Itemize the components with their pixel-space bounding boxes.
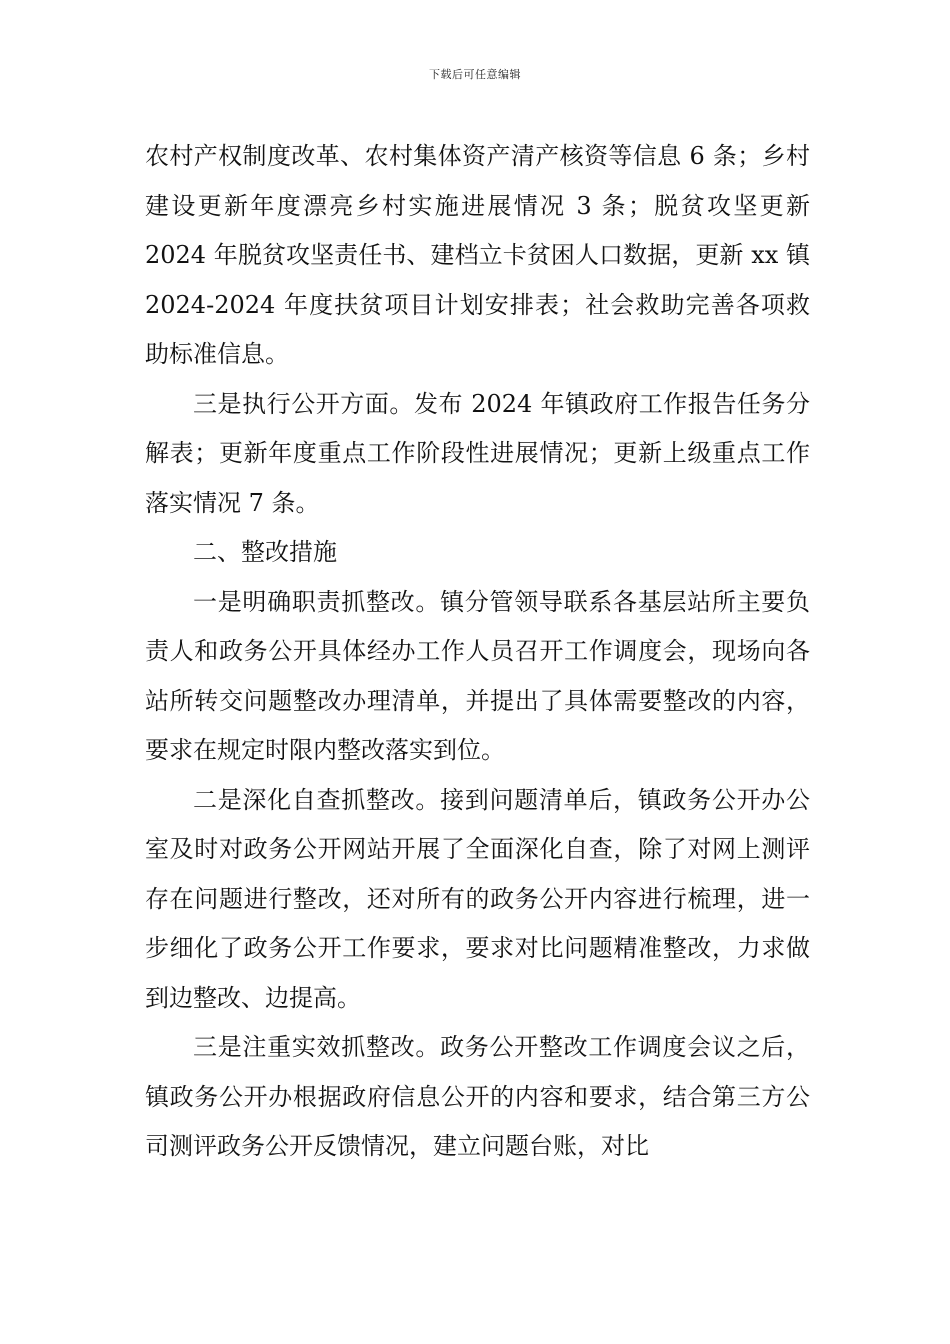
section-heading-rectification-measures: 二、整改措施 <box>193 538 337 566</box>
paragraph-deepen-self-inspection: 二是深化自查抓整改。接到问题清单后，镇政务公开办公室及时对政务公开网站开展了全面深化自查，除了对网上测评存在问题进行整改，还对所有的政务公开内容进行梳理，进一步细化了政务公开工作要求，要求对比问题精准整改，力求做到边整改、边提高。 <box>145 785 810 1012</box>
page-header: 下载后可任意编辑 <box>429 68 521 81</box>
paragraph-clarify-responsibilities: 一是明确职责抓整改。镇分管领导联系各基层站所主要负责人和政务公开具体经办工作人员召开工作调度会，现场向各站所转交问题整改办理清单，并提出了具体需要整改的内容，要求在规定时限内整改落实到位。 <box>145 587 810 764</box>
paragraph-focus-on-effectiveness: 三是注重实效抓整改。政务公开整改工作调度会议之后，镇政务公开办根据政府信息公开的内容和要求，结合第三方公司测评政务公开反馈情况，建立问题台账，对比 <box>145 1033 810 1160</box>
paragraph-execution-disclosure: 三是执行公开方面。发布 2024 年镇政府工作报告任务分解表；更新年度重点工作阶段性进展情况；更新上级重点工作落实情况 7 条。 <box>145 389 810 517</box>
document-body <box>145 132 810 1172</box>
paragraph-continuation: 农村产权制度改革、农村集体资产清产核资等信息 6 条；乡村建设更新年度漂亮乡村实施进展情况 3 条；脱贫攻坚更新 2024 年脱贫攻坚责任书、建档立卡贫困人口数据，更新 xx 镇 2024-2024 年度扶贫项目计划安排表；社会救助完善各项救助标准信息。 <box>145 142 810 368</box>
